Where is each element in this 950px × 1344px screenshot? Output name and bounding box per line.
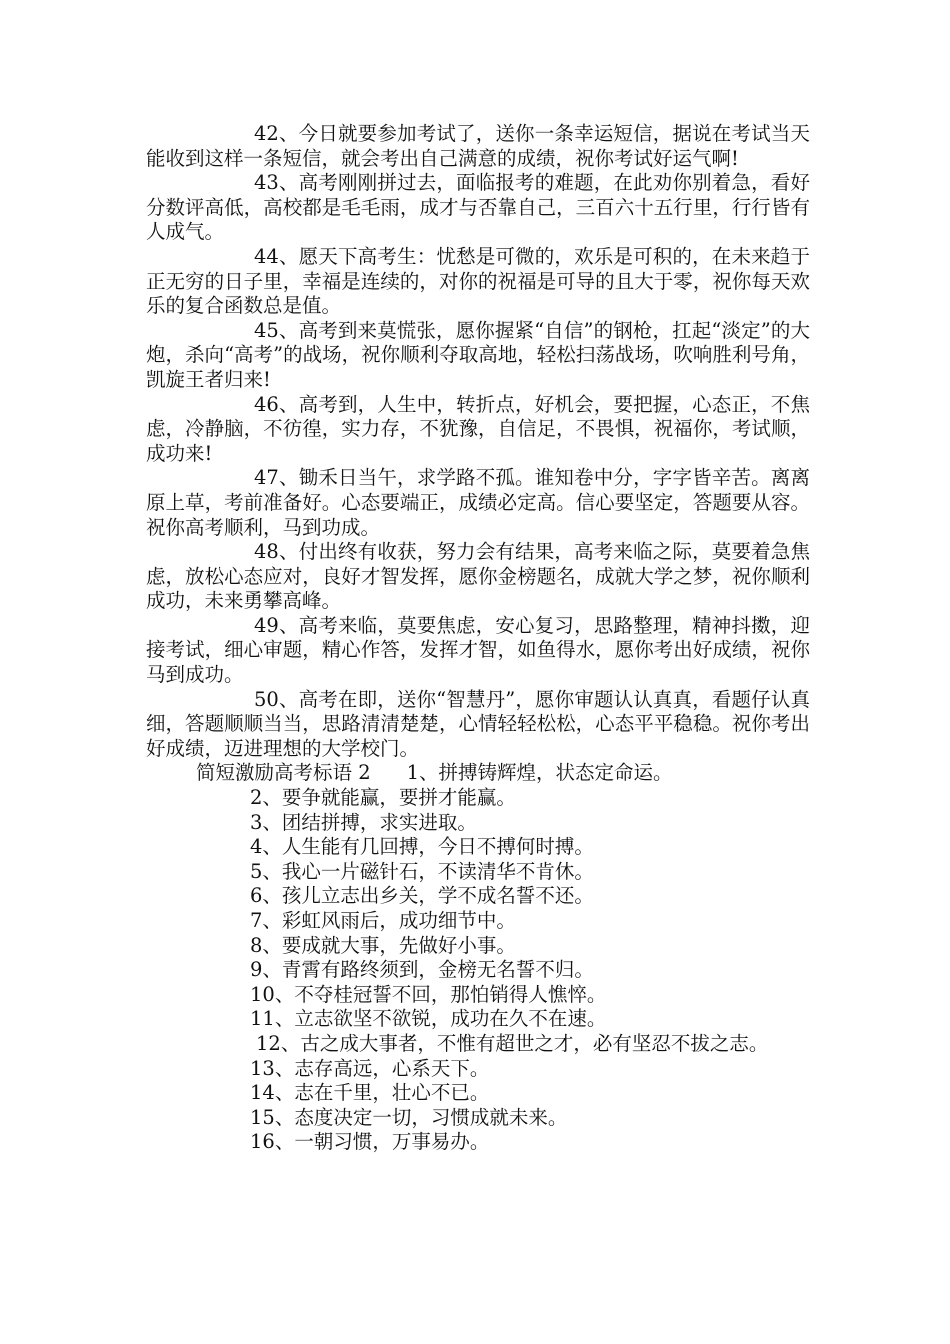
slogan-item-4: 4、人生能有几回搏，今日不搏何时搏。 [250, 835, 594, 859]
section-heading: 简短激励高考标语 2 [196, 761, 371, 785]
slogan-item-15: 15、态度决定一切，习惯成就未来。 [250, 1105, 568, 1129]
paragraph-48: 48、付出终有收获，努力会有结果，高考来临之际，莫要着急焦虑，放松心态应对，良好才智发挥，愿你金榜题名，成就大学之梦，祝你顺利成功，未来勇攀高峰。 [146, 540, 810, 613]
slogan-item-6: 6、孩儿立志出乡关，学不成名誓不还。 [250, 884, 594, 908]
slogan-item-7: 7、彩虹风雨后，成功细节中。 [250, 909, 516, 932]
paragraph-44: 44、愿天下高考生：忧愁是可微的，欢乐是可积的，在未来趋于正无穷的日子里，幸福是连续的，对你的祝福是可导的且大于零，祝你每天欢乐的复合函数总是值。 [146, 244, 810, 318]
document-page [146, 122, 810, 1155]
slogan-item-12: 12、古之成大事者，不惟有超世之才，必有坚忍不拔之志。 [256, 1031, 769, 1055]
slogan-item-9: 9、青霄有路终须到，金榜无名誓不归。 [250, 958, 594, 982]
paragraph-43: 43、高考刚刚拼过去，面临报考的难题，在此劝你别着急，看好分数评高低，高校都是毛毛雨，成才与否靠自己，三百六十五行里，行行皆有人成气。 [146, 171, 810, 244]
paragraph-45: 45、高考到来莫慌张，愿你握紧“自信”的钢枪，扛起“淡定”的大炮，杀向“高考”的战场，祝你顺利夺取高地，轻松扫荡战场，吹响胜利号角，凯旋王者归来! [146, 318, 810, 391]
slogan-item-11: 11、立志欲坚不欲锐，成功在久不在速。 [250, 1007, 607, 1031]
slogan-item-13: 13、志存高远，心系天下。 [250, 1056, 490, 1080]
slogan-item-1: 1、拼搏铸辉煌，状态定命运。 [406, 761, 673, 785]
slogan-item-16: 16、一朝习惯，万事易办。 [250, 1130, 490, 1154]
paragraph-50: 50、高考在即，送你“智慧丹”，愿你审题认认真真，看题仔认真细，答题顺顺当当，思路清清楚楚，心情轻轻松松，心态平平稳稳。祝你考出好成绩，迈进理想的大学校门。 [146, 687, 810, 760]
slogan-item-14: 14、志在千里，壮心不已。 [250, 1081, 490, 1105]
section-heading-line [146, 761, 810, 786]
paragraph-42: 42、今日就要参加考试了，送你一条幸运短信，据说在考试当天能收到这样一条短信，就会考出自己满意的成绩，祝你考试好运气啊! [146, 122, 810, 170]
slogan-item-10: 10、不夺桂冠誓不回，那怕销得人憔悴。 [250, 982, 607, 1006]
slogan-item-2: 2、要争就能赢，要拼才能赢。 [250, 786, 516, 810]
paragraph-46: 46、高考到，人生中，转折点，好机会，要把握，心态正，不焦虑，冷静脑，不彷徨，实力存，不犹豫，自信足，不畏惧，祝福你，考试顺，成功来! [146, 392, 810, 465]
paragraph-47: 47、锄禾日当午，求学路不孤。谁知卷中分，字字皆辛苦。离离原上草，考前准备好。心态要端正，成绩必定高。信心要坚定，答题要从容。祝你高考顺利，马到功成。 [146, 466, 810, 539]
slogan-item-3: 3、团结拼搏，求实进取。 [250, 810, 477, 834]
paragraph-49: 49、高考来临，莫要焦虑，安心复习，思路整理，精神抖擞，迎接考试，细心审题，精心作答，发挥才智，如鱼得水，愿你考出好成绩，祝你马到成功。 [146, 613, 810, 687]
slogan-item-5: 5、我心一片磁针石，不读清华不肯休。 [250, 859, 594, 883]
slogan-item-8: 8、要成就大事，先做好小事。 [250, 933, 516, 957]
